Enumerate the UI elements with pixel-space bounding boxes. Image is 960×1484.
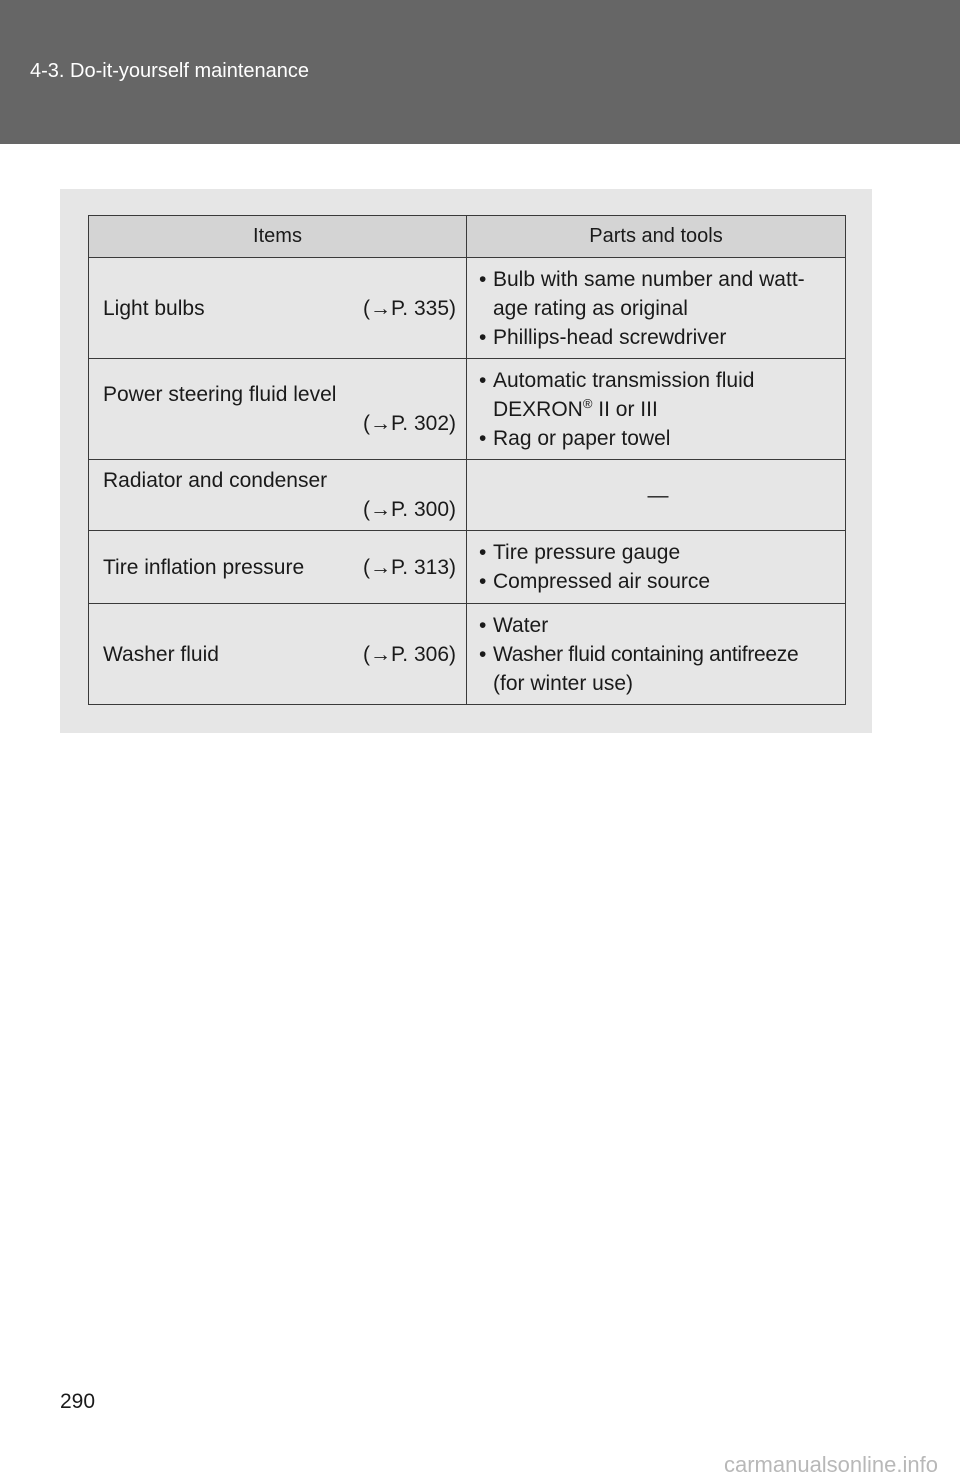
- item-cell: [89, 359, 467, 460]
- tool-text: Bulb with same number and watt-: [493, 267, 805, 291]
- column-header-parts-and-tools: Parts and tools: [467, 216, 846, 258]
- tool-text-suffix: II or III: [592, 397, 658, 421]
- page-reference: (→P. 313): [363, 555, 456, 579]
- page-reference: (→P. 302): [363, 412, 456, 435]
- tools-cell: [467, 460, 846, 531]
- tool-line: [479, 669, 837, 698]
- tool-text: age rating as original: [493, 296, 688, 320]
- column-header-items: Items: [89, 216, 467, 258]
- item-name: Tire inflation pressure: [103, 555, 305, 579]
- item-name: Washer fluid: [103, 642, 219, 666]
- tools-cell: [467, 258, 846, 359]
- tool-line: [479, 640, 837, 669]
- bullet: •: [479, 267, 487, 291]
- item-cell: [89, 258, 467, 359]
- table-row: [89, 531, 846, 604]
- page-number: 290: [60, 1390, 96, 1413]
- tool-line: [479, 395, 837, 424]
- tool-text: (for winter use): [493, 671, 634, 695]
- item-name: Power steering fluid level: [103, 383, 337, 406]
- tool-line: [479, 366, 837, 395]
- item-cell: [89, 604, 467, 705]
- page-reference: (→P. 306): [363, 642, 456, 666]
- tool-line: [479, 294, 837, 323]
- registered-mark: ®: [582, 395, 593, 411]
- table-row: [89, 460, 846, 531]
- tools-cell: [467, 531, 846, 604]
- tools-cell: [467, 359, 846, 460]
- item-line: [103, 294, 456, 323]
- tool-line: [479, 265, 837, 294]
- tool-text: Water: [493, 613, 549, 637]
- bullet: •: [479, 541, 487, 564]
- bullet: •: [479, 613, 487, 637]
- tool-text-prefix: DEXRON: [493, 397, 583, 421]
- bullet: •: [479, 368, 487, 392]
- tool-text: Phillips-head screwdriver: [493, 325, 727, 349]
- tool-line: [479, 424, 837, 453]
- item-line: [103, 640, 456, 669]
- maintenance-table: [88, 215, 846, 705]
- tool-text: Washer fluid containing antifreeze: [493, 642, 799, 666]
- no-tools-dash: —: [647, 483, 669, 507]
- tool-line: [479, 567, 837, 596]
- bullet: •: [479, 325, 487, 349]
- page-reference: (→P. 335): [363, 296, 456, 320]
- table-header-row: [89, 216, 846, 258]
- item-name: Light bulbs: [103, 296, 205, 320]
- item-cell: [89, 460, 467, 531]
- tool-text: Compressed air source: [493, 570, 711, 593]
- watermark: carmanualsonline.info: [723, 1452, 938, 1477]
- page-reference: (→P. 300): [363, 498, 456, 521]
- table-row: [89, 604, 846, 705]
- bullet: •: [479, 570, 487, 593]
- item-cell: [89, 531, 467, 604]
- bullet: •: [479, 642, 487, 666]
- tool-text: Rag or paper towel: [493, 426, 671, 450]
- tool-line: [479, 323, 837, 352]
- tool-text: Automatic transmission fluid: [493, 368, 755, 392]
- item-line: [103, 553, 456, 582]
- tool-line: [479, 611, 837, 640]
- table-row: [89, 258, 846, 359]
- item-name: Radiator and condenser: [103, 469, 328, 492]
- bullet: •: [479, 426, 487, 450]
- section-title: 4-3. Do-it-yourself maintenance: [30, 60, 310, 82]
- table-row: [89, 359, 846, 460]
- tool-text: Tire pressure gauge: [493, 541, 681, 564]
- tool-line: [479, 538, 837, 567]
- tools-cell: [467, 604, 846, 705]
